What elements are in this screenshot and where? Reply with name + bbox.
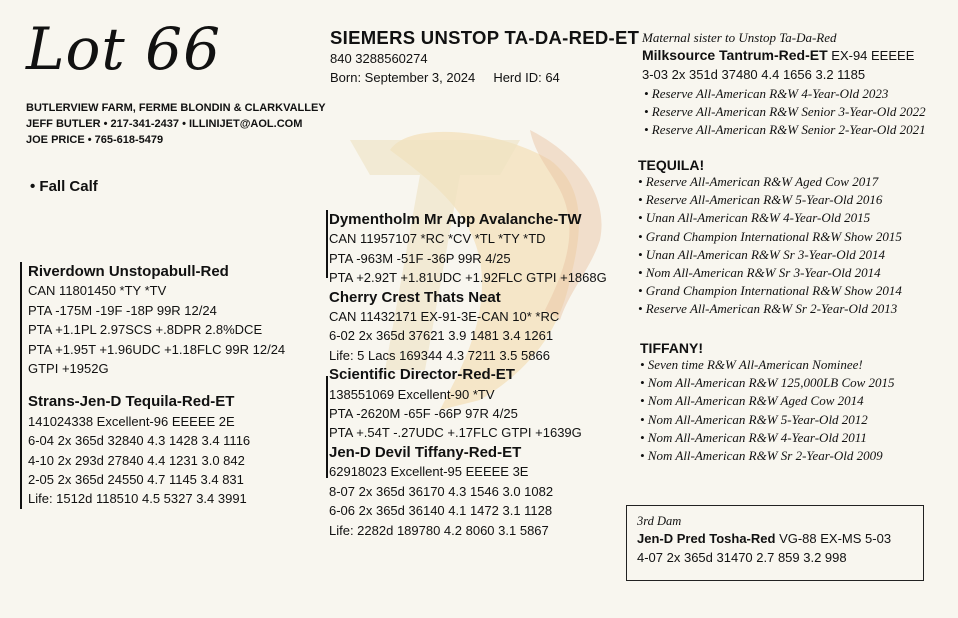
category-label: • Fall Calf [30,178,98,195]
mid-line: 138551069 Excellent-90 *TV [329,386,495,402]
dam-line: 2-05 2x 365d 24550 4.7 1145 3.4 831 [28,472,244,488]
mid-line: Life: 5 Lacs 169344 4.3 7211 3.5 5866 [329,347,550,363]
sire-name: Riverdown Unstopabull-Red [28,263,229,280]
mid-line: PTA -963M -51F -36P 99R 4/25 [329,250,511,266]
maternal-sister-block [642,30,926,139]
dam-name: Strans-Jen-D Tequila-Red-ET [28,393,235,411]
sire-line: PTA +1.95T +1.96UDC +1.18FLC 99R 12/24 [28,341,286,357]
maternal-record: 3-03 2x 351d 37480 4.4 1656 3.2 1185 [642,67,866,83]
award-item: • Nom All-American R&W Sr 2-Year-Old 2009 [640,448,883,464]
award-item: • Nom All-American R&W Sr 3-Year-Old 2014 [638,265,881,281]
consignor-info [26,100,326,148]
mid-animal-name: Cherry Crest Thats Neat [329,288,501,306]
mid-animal-name: Jen-D Devil Tiffany-Red-ET [329,443,522,461]
dam-line: 4-10 2x 293d 27840 4.4 1231 3.0 842 [28,452,245,468]
award-item: • Unan All-American R&W Sr 3-Year-Old 2014 [638,246,885,262]
mid-line: PTA +.54T -.27UDC +.17FLC GTPI +1639G [329,425,582,441]
consignor-contact-1: JEFF BUTLER • 217-341-2437 • ILLINIJET@AOL.COM [26,118,303,130]
maternal-score: EX-94 EEEEE [827,48,915,63]
lot-number: Lot 66 [26,15,221,83]
mid-line: PTA +2.92T +1.81UDC +1.92FLC GTPI +1868G [329,270,607,286]
award-item: • Nom All-American R&W 5-Year-Old 2012 [640,411,868,427]
award-item: • Grand Champion International R&W Show 2015 [638,228,902,244]
sire-line: PTA -175M -19F -18P 99R 12/24 [28,302,217,318]
mid-line: CAN 11957107 *RC *CV *TL *TY *TD [329,231,546,247]
third-dam-record: 4-07 2x 365d 31470 2.7 859 3.2 998 [637,550,847,566]
sire-block [20,262,285,509]
award-item: • Seven time R&W All-American Nominee! [640,357,863,372]
dam-line: Life: 1512d 118510 4.5 5327 3.4 3991 [28,491,247,507]
mid-line: 6-06 2x 365d 36140 4.1 1472 3.1 1128 [329,503,553,519]
maternal-name: Milksource Tantrum-Red-ET [642,47,828,63]
animal-name: SIEMERS UNSTOP TA-DA-RED-ET [330,27,640,48]
mid-animal-name: Scientific Director-Red-ET [329,366,515,384]
sire-line: PTA +1.1PL 2.97SCS +.8DPR 2.8%DCE [28,322,263,338]
tiffany-block [640,340,895,465]
mid-line: 62918023 Excellent-95 EEEEE 3E [329,464,529,480]
consignor-contact-2: JOE PRICE • 765-618-5479 [26,134,164,146]
sire-line: CAN 11801450 *TY *TV [28,283,167,299]
third-dam-box [626,505,924,581]
consignor-farm: BUTLERVIEW FARM, FERME BLONDIN & CLARKVALLEY [26,102,326,114]
animal-born-herd: Born: September 3, 2024 Herd ID: 64 [330,70,560,86]
award-item: • Nom All-American R&W 125,000LB Cow 2015 [640,375,895,391]
mid-line: Life: 2282d 189780 4.2 8060 3.1 5867 [329,522,549,538]
award-item: • Unan All-American R&W 4-Year-Old 2015 [638,210,871,226]
third-dam-caption: 3rd Dam [637,514,682,528]
mid-line: PTA -2620M -65F -66P 97R 4/25 [329,406,518,422]
award-item: • Reserve All-American R&W 4-Year-Old 2023 [644,85,889,101]
award-item: • Reserve All-American R&W Senior 3-Year-Old 2022 [644,104,926,120]
third-dam-name: Jen-D Pred Tosha-Red [637,531,776,546]
tequila-heading: TEQUILA! [638,157,705,173]
mid-pedigree [329,210,607,540]
dam-line: 141024338 Excellent-96 EEEEE 2E [28,413,235,429]
animal-reg: 840 3288560274 [330,51,428,66]
animal-header [330,27,639,88]
award-item: • Reserve All-American R&W Sr 2-Year-Old 2013 [638,301,898,317]
sire-line: GTPI +1952G [28,361,109,377]
dam-line: 6-04 2x 365d 32840 4.3 1428 3.4 1116 [28,433,251,449]
tequila-block [638,157,902,319]
award-item: • Nom All-American R&W Aged Cow 2014 [640,393,864,409]
mid-line: 6-02 2x 365d 37621 3.9 1481 3.4 1261 [329,328,554,344]
tiffany-heading: TIFFANY! [640,340,703,356]
award-item: • Grand Champion International R&W Show 2014 [638,283,902,299]
maternal-caption: Maternal sister to Unstop Ta-Da-Red [642,30,837,45]
award-item: • Reserve All-American R&W Senior 2-Year-Old 2021 [644,122,926,138]
award-item: • Reserve All-American R&W 5-Year-Old 2016 [638,192,883,208]
third-dam-score: VG-88 EX-MS 5-03 [775,531,892,546]
award-item: • Nom All-American R&W 4-Year-Old 2011 [640,429,867,445]
mid-line: CAN 11432171 EX-91-3E-CAN 10* *RC [329,309,560,325]
mid-line: 8-07 2x 365d 36170 4.3 1546 3.0 1082 [329,483,554,499]
mid-animal-name: Dymentholm Mr App Avalanche-TW [329,211,582,228]
award-item: • Reserve All-American R&W Aged Cow 2017 [638,174,879,189]
